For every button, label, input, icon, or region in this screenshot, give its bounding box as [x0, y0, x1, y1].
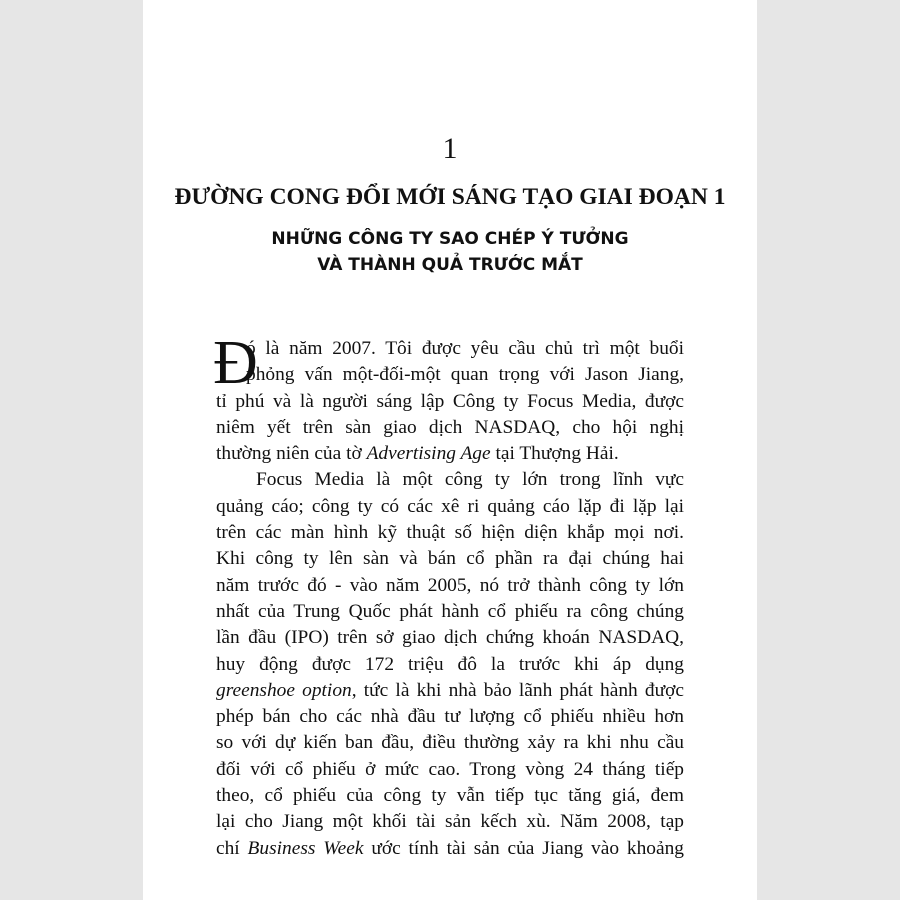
- paragraph-1: [216, 336, 684, 467]
- text-line: Focus Media là một công ty lớn trong lĩnh vực: [256, 469, 684, 491]
- text-line: tỉ phú và là người sáng lập Công ty Focus Media, được: [216, 390, 684, 412]
- text-line: so với dự kiến ban đầu, điều thường xảy ra khi nhu cầu: [216, 732, 684, 754]
- subtitle-line-2: VÀ THÀNH QUẢ TRƯỚC MẮT: [317, 255, 583, 275]
- chapter-subtitle: [143, 226, 757, 278]
- text-line: [216, 836, 684, 862]
- text-run: chí: [216, 837, 248, 859]
- text-line: trên các màn hình kỹ thuật số hiện diện khắp mọi nơi.: [216, 522, 684, 544]
- text-line: phỏng vấn một-đối-một quan trọng với Jason Jiang,: [246, 364, 684, 386]
- chapter-title: ĐƯỜNG CONG ĐỔI MỚI SÁNG TẠO GIAI ĐOẠN 1: [174, 184, 726, 210]
- text-line: quảng cáo; công ty có các xê ri quảng cáo lặp đi lặp lại: [216, 495, 684, 517]
- text-line: phép bán cho các nhà đầu tư lượng cổ phiếu nhiều hơn: [216, 706, 684, 728]
- text-run: tại Thượng Hải.: [490, 443, 619, 465]
- text-line: lại cho Jiang một khối tài sản kếch xù. Năm 2008, tạp: [216, 811, 684, 833]
- chapter-number: 1: [442, 132, 458, 165]
- text-line: Khi công ty lên sàn và bán cổ phần ra đại chúng hai: [216, 548, 684, 570]
- text-line: [216, 441, 684, 467]
- text-line: năm trước đó - vào năm 2005, nó trở thành công ty lớn: [216, 574, 684, 596]
- publication-title: Business Week: [247, 837, 364, 859]
- text-run: , tức là khi nhà bảo lãnh phát hành được: [351, 679, 684, 701]
- text-line: [216, 678, 684, 704]
- text-line: huy động được 172 triệu đô la trước khi áp dụng: [216, 653, 684, 675]
- text-line: theo, cổ phiếu của công ty vẫn tiếp tục tăng giá, đem: [216, 785, 684, 807]
- book-page: [143, 0, 757, 900]
- drop-cap: Đ: [213, 329, 258, 397]
- text-line: lần đầu (IPO) trên sở giao dịch chứng khoán NASDAQ,: [216, 627, 684, 649]
- text-run: ước tính tài sản của Jiang vào khoảng: [363, 837, 684, 859]
- subtitle-line-1: NHỮNG CÔNG TY SAO CHÉP Ý TƯỞNG: [271, 229, 629, 249]
- text-line: đối với cổ phiếu ở mức cao. Trong vòng 24 tháng tiếp: [216, 758, 684, 780]
- paragraph-2: [216, 467, 684, 861]
- text-line: nhất của Trung Quốc phát hành cổ phiếu ra công chúng: [216, 600, 684, 622]
- text-line: ó là năm 2007. Tôi được yêu cầu chủ trì một buổi: [246, 338, 684, 359]
- body-text: [213, 329, 684, 862]
- text-run: thường niên của tờ: [216, 443, 367, 465]
- italic-term: greenshoe option: [216, 679, 352, 701]
- text-line: niêm yết trên sàn giao dịch NASDAQ, cho hội nghị: [216, 416, 684, 438]
- publication-title: Advertising Age: [366, 443, 491, 465]
